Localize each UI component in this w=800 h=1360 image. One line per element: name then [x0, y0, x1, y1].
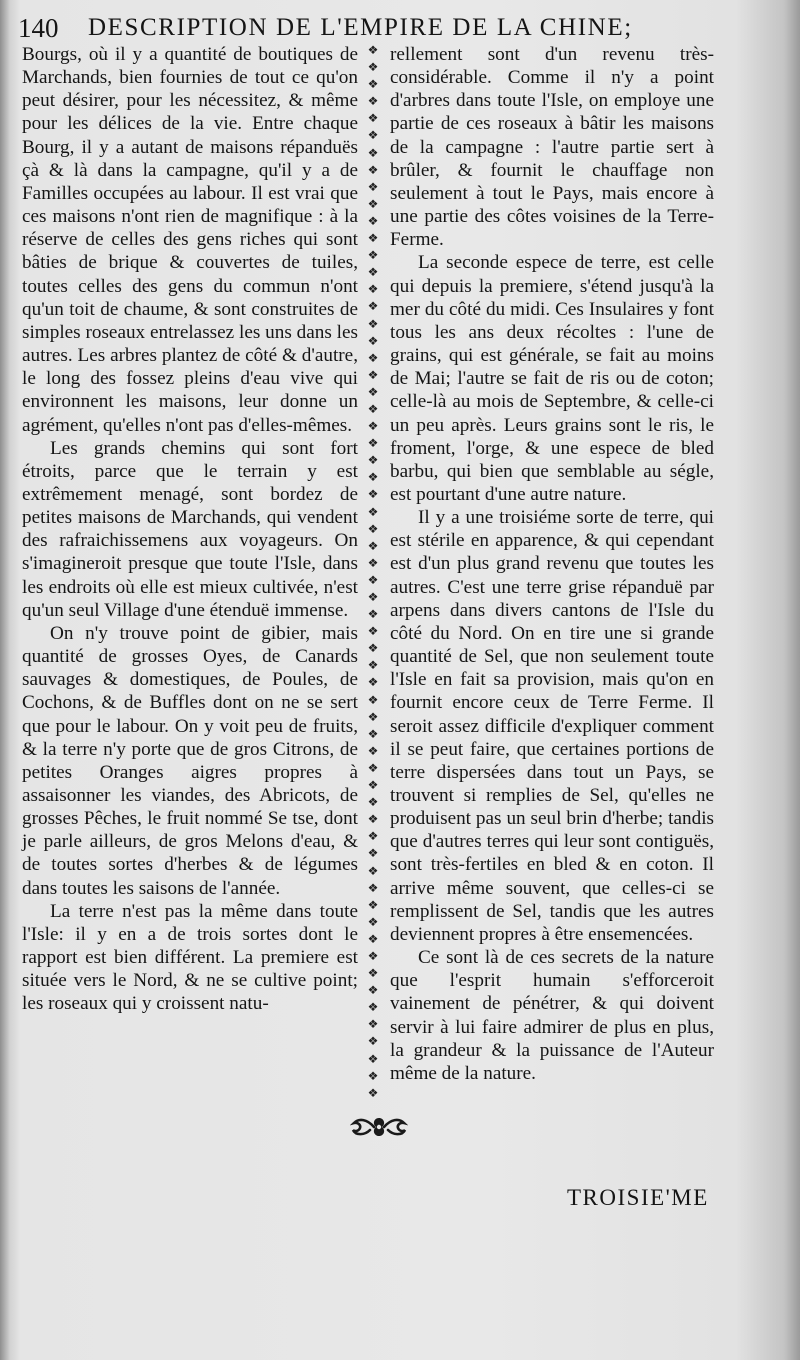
column-rule-ornament-icon: ❖ — [367, 419, 379, 434]
ornamental-column-rule-icon — [361, 44, 385, 1099]
column-rule-ornament-icon: ❖ — [367, 709, 379, 724]
running-head: DESCRIPTION DE L'EMPIRE DE LA CHINE; — [88, 14, 633, 41]
column-rule-ornament-icon: ❖ — [367, 931, 379, 946]
column-rule-ornament-icon: ❖ — [367, 1034, 379, 1049]
column-rule-ornament-icon: ❖ — [367, 265, 379, 280]
column-rule-ornament-icon: ❖ — [367, 590, 379, 604]
column-rule-ornament-icon: ❖ — [367, 94, 379, 109]
right-paragraph-1: rellement sont d'un revenu très-considérable. Comme il n'y a point d'arbres dans toute l'Isle, on employe une partie de ces roseaux à bâtir les maisons de la campagne : l'autre partie sert à brûler, & fournit le chauffage non seulement à tout le Pays, mais encore à une partie des côtes voisines de la Terre-Ferme. — [390, 44, 714, 251]
column-rule-ornament-icon: ❖ — [367, 812, 379, 827]
column-rule-ornament-icon: ❖ — [367, 504, 379, 519]
column-rule-ornament-icon: ❖ — [367, 778, 379, 793]
column-rule-ornament-icon: ❖ — [367, 641, 379, 656]
column-rule-ornament-icon: ❖ — [367, 436, 379, 451]
column-rule-ornament-icon: ❖ — [367, 658, 379, 673]
column-rule-ornament-icon: ❖ — [367, 675, 379, 690]
column-rule-ornament-icon: ❖ — [367, 487, 379, 502]
column-rule-ornament-icon: ❖ — [367, 521, 379, 536]
column-rule-ornament-icon: ❖ — [367, 248, 379, 263]
column-rule-ornament-icon: ❖ — [367, 384, 379, 399]
column-rule-ornament-icon: ❖ — [367, 897, 379, 912]
column-rule-ornament-icon: ❖ — [367, 401, 379, 416]
column-rule-ornament-icon: ❖ — [367, 231, 379, 246]
column-rule-ornament-icon: ❖ — [367, 282, 379, 297]
fleuron-ornament-icon — [350, 1112, 408, 1142]
column-rule-ornament-icon: ❖ — [367, 572, 379, 587]
column-rule-ornament-icon: ❖ — [367, 128, 379, 143]
column-rule-ornament-icon: ❖ — [367, 299, 379, 314]
column-rule-ornament-icon: ❖ — [367, 196, 379, 211]
column-rule-ornament-icon: ❖ — [367, 726, 379, 741]
column-rule-ornament-icon: ❖ — [367, 179, 379, 194]
column-rule-ornament-icon: ❖ — [367, 948, 379, 963]
left-paragraph-3: On n'y trouve point de gibier, mais quantité de grosses Oyes, de Canards sauvages & domestiques, de Poules, de Cochons, & de Buffles dont on ne se sert que pour le labour. On y voit peu de fruits, & la terre n'y porte que de gros Citrons, de petites Oranges aigres propres à assaisonner les viandes, des Abricots, de grosses Pêches, le fruit nommé Se tse, dont je parle ailleurs, de gros Melons d'eau, & de toutes sortes d'herbes & de légumes dans toutes les saisons de l'année. — [22, 622, 358, 899]
column-rule-ornament-icon: ❖ — [367, 333, 379, 348]
column-rule-ornament-icon: ❖ — [367, 829, 379, 844]
column-rule-ornament-icon: ❖ — [367, 162, 379, 177]
column-rule-ornament-icon: ❖ — [367, 77, 379, 92]
column-rule-ornament-icon: ❖ — [367, 692, 379, 707]
column-rule-ornament-icon: ❖ — [367, 316, 379, 331]
column-rule-ornament-icon: ❖ — [367, 470, 379, 485]
column-rule-ornament-icon: ❖ — [367, 880, 379, 895]
column-rule-ornament-icon: ❖ — [367, 367, 379, 382]
column-rule-ornament-icon: ❖ — [367, 624, 379, 639]
column-rule-ornament-icon: ❖ — [367, 1017, 379, 1032]
column-rule-ornament-icon: ❖ — [367, 914, 379, 929]
column-rule-ornament-icon: ❖ — [367, 983, 379, 998]
column-rule-ornament-icon: ❖ — [367, 213, 379, 228]
column-rule-ornament-icon: ❖ — [367, 145, 379, 160]
column-rule-ornament-icon: ❖ — [367, 1068, 379, 1083]
column-rule-ornament-icon: ❖ — [367, 743, 379, 758]
page-number: 140 — [18, 13, 59, 43]
right-text-column — [390, 43, 714, 1085]
catchword: TROISIE'ME — [567, 1185, 709, 1210]
left-paragraph-1: Bourgs, où il y a quantité de boutiques de Marchands, bien fournies de tout ce qu'on peut désirer, pour les nécessitez, & même pour les délices de la vie. Entre chaque Bourg, il y a autant de maisons répanduës çà & là dans la campagne, qu'il y a de Familles occupées au labour. Il est vrai que ces maisons n'ont rien de magnifique : à la réserve de celles des gens riches qui sont bâties de brique & couvertes de tuiles, toutes celles des gens du commun n'ont qu'un toit de chaume, & sont construites de simples roseaux entrelassez les uns dans les autres. Les arbres plantez de côté & d'autre, le long des fossez pleins d'eau vive qui environnent les maisons, leur donne un agrément, qu'elles n'ont pas d'elles-mêmes. — [22, 44, 358, 436]
right-paragraph-2: La seconde espece de terre, est celle qui depuis la premiere, s'étend jusqu'à la mer du côté du midi. Ces Insulaires y font tous les ans deux récoltes : l'une de grains, qui est générale, se fait au moins de Mai; l'autre se fait de ris ou de coton; celle-là au mois de Septembre, & celle-ci un peu après. Leurs grains sont le ris, le froment, l'orge, & une espece de bled barbu, qui bien que semblable au ségle, est pourtant d'une autre nature. — [390, 252, 714, 505]
column-rule-ornament-icon: ❖ — [367, 863, 379, 878]
column-rule-ornament-icon: ❖ — [367, 966, 379, 981]
column-rule-ornament-icon: ❖ — [367, 111, 379, 126]
column-rule-ornament-icon: ❖ — [367, 1000, 379, 1015]
column-rule-ornament-icon: ❖ — [367, 350, 379, 365]
column-rule-ornament-icon: ❖ — [367, 607, 379, 622]
page-header — [18, 10, 778, 46]
column-rule-ornament-icon: ❖ — [367, 453, 379, 468]
column-rule-ornament-icon: ❖ — [367, 60, 379, 75]
left-paragraph-4: La terre n'est pas la même dans toute l'Isle: il y en a de trois sortes dont le rapport est bien différent. La premiere est située vers le Nord, & ne se cultive point; les roseaux qui y croissent natu- — [22, 900, 358, 1015]
column-rule-ornament-icon: ❖ — [367, 43, 379, 57]
right-paragraph-3: Il y a une troisiéme sorte de terre, qui est stérile en apparence, & qui cependant est d'un plus grand revenu que toutes les autres. C'est une terre grise répanduë par arpens dans divers cantons de l'Isle du côté du Nord. On en tire une si grande quantité de Sel, que non seulement toute l'Isle en fait sa provision, mais qu'on en fournit encore ceux de Terre Ferme. Il seroit assez difficile d'expliquer comment il se peut faire, que certaines portions de terre dispersées dans tout un Pays, se trouvent si remplies de Sel, qu'elles ne produisent pas un seul brin d'herbe; tandis que d'autres terres qui leur sont contiguës, sont très-fertiles en bled & en coton. Il arrive même souvent, que celles-ci se remplissent de Sel, tandis que les autres deviennent propres à être ensemencées. — [390, 507, 714, 945]
right-paragraph-4: Ce sont là de ces secrets de la nature que l'esprit humain s'efforceroit vainement de pénétrer, & qui doivent servir à lui faire admirer de plus en plus, la grandeur & la puissance de l'Auteur même de la nature. — [390, 947, 714, 1084]
column-rule-ornament-icon: ❖ — [367, 760, 379, 775]
left-paragraph-2: Les grands chemins qui sont fort étroits, parce que le terrain y est extrêmement menagé, sont bordez de petites maisons de Marchands, qui vendent des rafraichissemens aux voyageurs. On s'imagineroit presque que toute l'Isle, dans les endroits où elle est mieux cultivée, n'est qu'un seul Village d'une étenduë immense. — [22, 437, 358, 621]
column-rule-ornament-icon: ❖ — [367, 538, 379, 553]
column-rule-ornament-icon: ❖ — [367, 1085, 379, 1100]
column-rule-ornament-icon: ❖ — [367, 795, 379, 810]
left-text-column — [22, 43, 358, 1016]
column-rule-ornament-icon: ❖ — [367, 555, 379, 570]
column-rule-ornament-icon: ❖ — [367, 846, 379, 861]
column-rule-ornament-icon: ❖ — [367, 1051, 379, 1066]
